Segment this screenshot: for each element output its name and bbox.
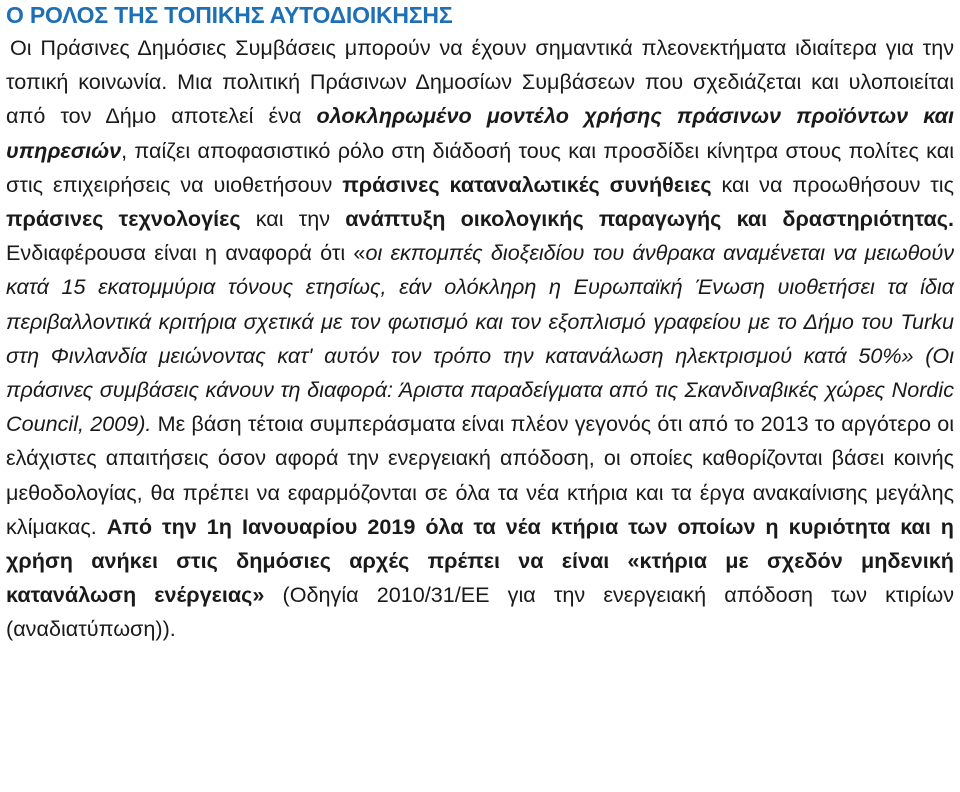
text-segment-intro: Οι Πράσινες Δημόσιες Συμβάσεις μπορούν να έχουν σημαντικά πλεονεκτήματα ιδιαίτερα για την τοπική κοινωνία. Μια πολιτική Πράσινων Δημοσίων Συμβάσεων που σχεδιάζεται και υλοποιείται από τον Δήμο αποτελεί ένα [6, 35, 954, 129]
text-segment-integrated-model: ολοκληρωμένο μοντέλο χρήσης πράσινων προϊόντων και υπηρεσιών [6, 103, 954, 163]
text-segment-green-tech: πράσινες τεχνολογίες [6, 206, 241, 232]
body-paragraph [6, 31, 954, 647]
text-segment-green-habits: πράσινες καταναλωτικές συνήθειες [342, 171, 712, 197]
text-segment-quote: οι εκπομπές διοξειδίου του άνθρακα αναμένεται να μειωθούν κατά 15 εκατομμύρια τόνους ετησίως, εάν ολόκληρη η Ευρωπαϊκή Ένωση υιοθετήσει τα ίδια περιβαλλοντικά κριτήρια σχετικά με τον φωτισμό και τον εξοπλισμό γραφείου με το Δήμο του Turku στη Φινλανδία μειώνοντας κατ' αυτόν τον τρόπο την κατανάλωση ηλεκτρισμού κατά 50%» (Οι πράσινες συμβάσεις κάνουν τη διαφορά: Άριστα παραδείγματα από τις Σκανδιναβικές χώρες Nordic Council, 2009). [6, 240, 954, 437]
text-segment-directive: (Οδηγία 2010/31/ΕΕ για την ενεργειακή απόδοση των κτιρίων (αναδιατύπωση)). [6, 582, 954, 642]
text-segment-and: και την [240, 206, 346, 232]
document-title: Ο ΡΟΛΟΣ ΤΗΣ ΤΟΠΙΚΗΣ ΑΥΤΟΔΙΟΙΚΗΣΗΣ [6, 2, 453, 28]
text-segment-eco-production: ανάπτυξη οικολογικής παραγωγής και δραστηριότητας. [345, 206, 954, 232]
text-segment-2019-rule: Από την 1η Ιανουαρίου 2019 όλα τα νέα κτήρια των οποίων η κυριότητα και η χρήση ανήκει στις δημόσιες αρχές πρέπει να είναι «κτήρια με σχεδόν μηδενική κατανάλωση ενέργειας» [6, 513, 954, 608]
text-segment-interesting: Ενδιαφέρουσα είναι η αναφορά ότι « [6, 240, 366, 266]
text-segment-decisive-role: , παίζει αποφασιστικό ρόλο στη διάδοσή τους και προσδίδει κίνητρα στους πολίτες και στις επιχειρήσεις να υιοθετήσουν [6, 137, 954, 197]
text-segment-promote: και να προωθήσουν τις [711, 171, 954, 197]
text-segment-conclusions: Με βάση τέτοια συμπεράσματα είναι πλέον γεγονός ότι από το 2013 το αργότερο οι ελάχιστες απαιτήσεις όσον αφορά την ενεργειακή απόδοση, οι οποίες καθορίζονται βάσει κοινής μεθοδολογίας, θα πρέπει να εφαρμόζονται σε όλα τα νέα κτήρια και τα έργα ανακαίνισης μεγάλης κλίμακας. [6, 411, 954, 539]
